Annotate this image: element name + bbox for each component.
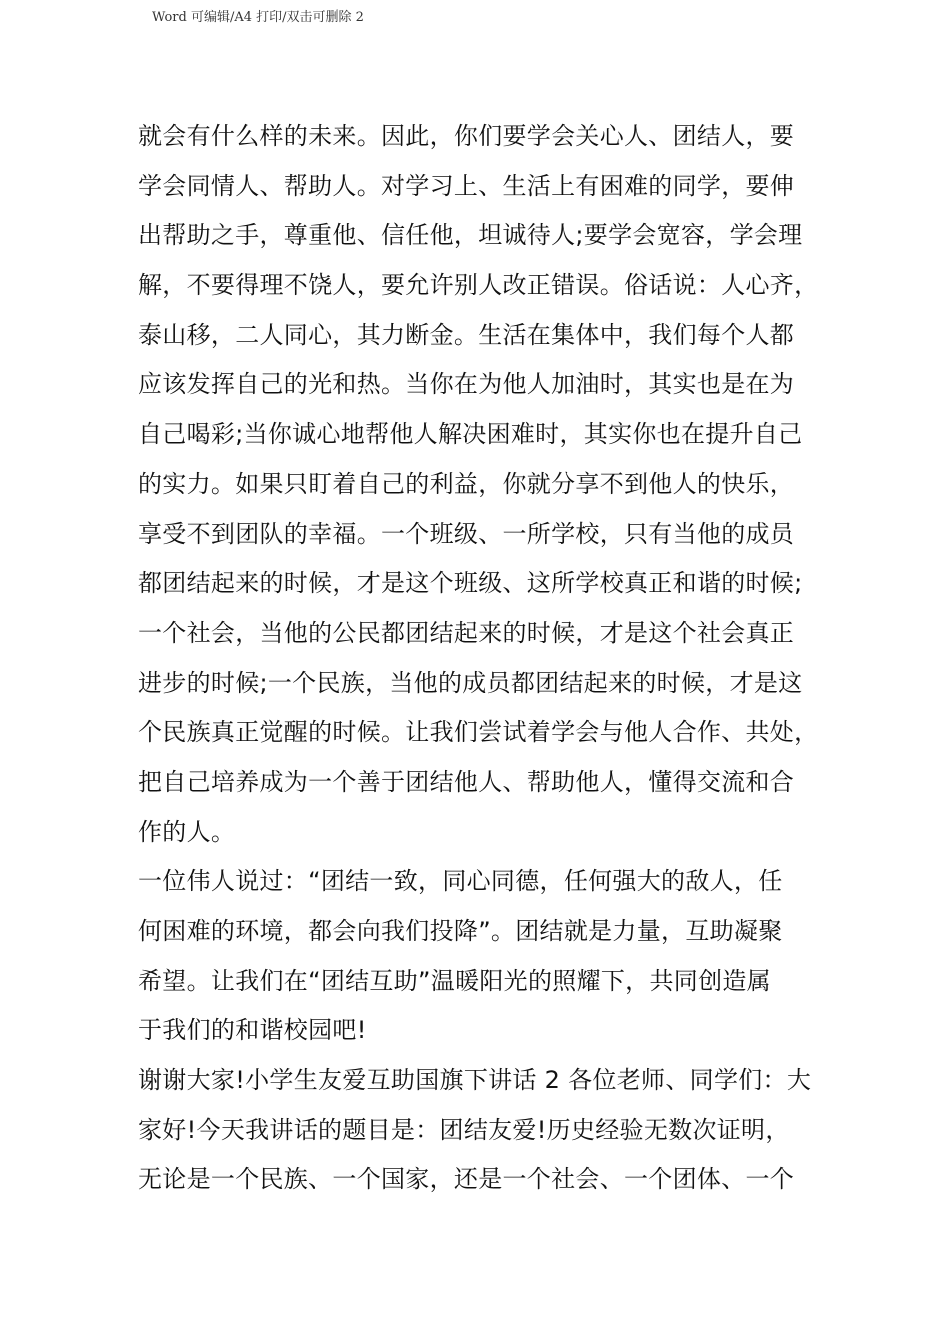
text-line: 何困难的环境，都会向我们投降”。团结就是力量，互助凝聚 — [138, 917, 783, 945]
text-line: 一位伟人说过：“团结一致，同心同德，任何强大的敌人，任 — [138, 867, 783, 896]
text-line: 无论是一个民族、一个国家，还是一个社会、一个团体、一个 — [138, 1165, 795, 1194]
text-line: 的实力。如果只盯着自己的利益，你就分享不到他人的快乐， — [138, 469, 795, 498]
header-note: Word 可编辑/A4 打印/双击可删除 2 — [152, 10, 364, 25]
text-line: 解，不要得理不饶人，要允许别人改正错误。俗话说：人心齐， — [138, 271, 819, 300]
text-line: 就会有什么样的未来。因此，你们要学会关心人、团结人，要 — [138, 122, 795, 150]
text-line: 作的人。 — [138, 817, 236, 846]
text-line: 学会同情人、帮助人。对学习上、生活上有困难的同学，要伸 — [138, 171, 795, 200]
text-line: 自己喝彩;当你诚心地帮他人解决困难时，其实你也在提升自己 — [138, 420, 803, 449]
document-body — [138, 112, 818, 1205]
text-line: 把自己培养成为一个善于团结他人、帮助他人，懂得交流和合 — [138, 767, 795, 796]
text-line: 都团结起来的时候，才是这个班级、这所学校真正和谐的时候; — [138, 569, 803, 598]
text-line: 于我们的和谐校园吧! — [138, 1016, 367, 1045]
text-line: 进步的时候;一个民族，当他的成员都团结起来的时候，才是这 — [138, 668, 803, 697]
text-line: 谢谢大家!小学生友爱互助国旗下讲话 2 各位老师、同学们：大 — [138, 1066, 812, 1095]
text-line: 享受不到团队的幸福。一个班级、一所学校，只有当他的成员 — [138, 519, 795, 548]
text-line: 希望。让我们在“团结互助”温暖阳光的照耀下，共同创造属 — [138, 966, 771, 995]
text-line: 泰山移，二人同心，其力断金。生活在集体中，我们每个人都 — [138, 320, 795, 349]
text-line: 出帮助之手，尊重他、信任他，坦诚待人;要学会宽容，学会理 — [138, 221, 803, 250]
text-line: 个民族真正觉醒的时候。让我们尝试着学会与他人合作、共处， — [138, 718, 819, 747]
text-line: 家好!今天我讲话的题目是：团结友爱!历史经验无数次证明， — [138, 1115, 790, 1144]
text-line: 一个社会，当他的公民都团结起来的时候，才是这个社会真正 — [138, 618, 795, 647]
text-line: 应该发挥自己的光和热。当你在为他人加油时，其实也是在为 — [138, 370, 795, 399]
